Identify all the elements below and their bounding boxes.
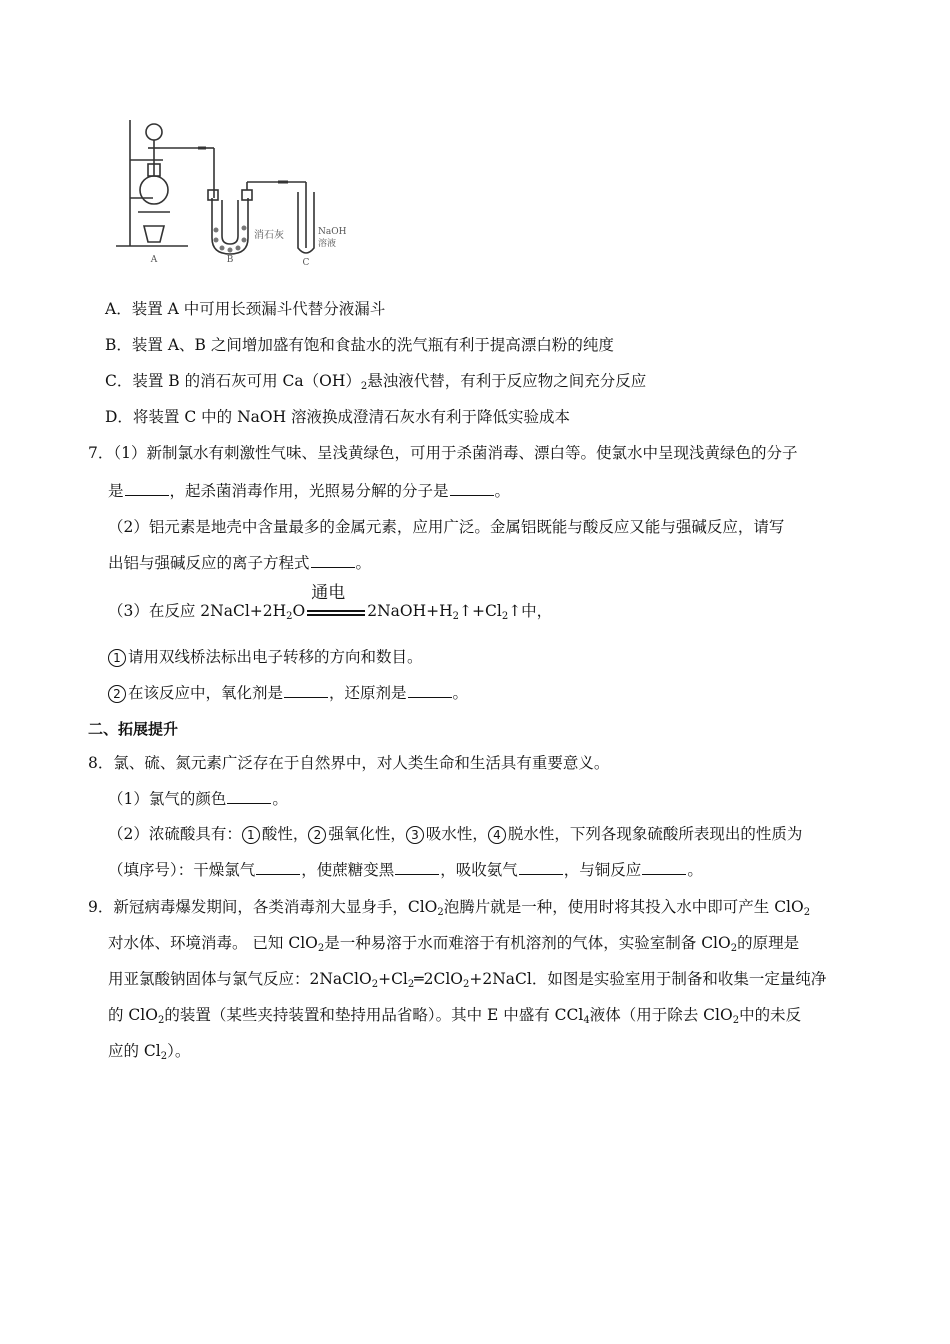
label-naoh: NaOH [318,227,347,237]
q6-option-d: D．将装置 C 中的 NaOH 溶液换成澄清石灰水有利于降低实验成本 [105,408,571,426]
equals-arrow: 通电 [305,602,367,622]
answer-blank[interactable] [256,860,300,875]
q8-line-2: （1）氯气的颜色 。 [108,790,288,808]
answer-blank[interactable] [519,860,563,875]
q9-line-1: 9．新冠病毒爆发期间，各类消毒剂大显身手，ClO$_2$泡腾片就是一种，使用时将其投入水中即可产生 ClO$_2$ [88,898,811,918]
q7-line-3: （2）铝元素是地壳中含量最多的金属元素，应用广泛。金属铝既能与酸反应又能与强碱反应，请写 [108,518,785,536]
answer-blank[interactable] [642,860,686,875]
section-title: 二、拓展提升 [88,720,179,738]
label-b: B [226,255,234,265]
answer-blank[interactable] [450,481,494,496]
q7-line-7: 2 在该反应中，氧化剂是 ，还原剂是 。 [108,682,468,704]
q7-line-2: 是 ，起杀菌消毒作用，光照易分解的分子是 。 [108,482,511,500]
q7-equation: （3）在反应 $2NaCl+2H_2O$ 通电 $2NaOH+H_2↑+Cl_2↑$中， [108,583,553,622]
label-a: A [150,255,158,265]
q9-line-4: 的 ClO$_2$的装置（某些夹持装置和垫持用品省略）。其中 E 中盛有 CCl$_4$液体（用于除去 ClO$_2$中的未反 [108,1006,802,1026]
answer-blank[interactable] [125,481,169,496]
answer-blank[interactable] [408,683,452,698]
answer-blank[interactable] [311,553,355,568]
q8-line-1: 8．氯、硫、氮元素广泛存在于自然界中，对人类生命和生活具有重要意义。 [88,754,610,772]
q9-line-3: 用亚氯酸钠固体与氯气反应：$2NaClO_2+Cl_2═2ClO_2+2NaCl$．如图是实验室用于制备和收集一定量纯净 [108,970,827,990]
apparatus-diagram [108,108,358,268]
q8-line-3: （2）浓硫酸具有： 1 酸性， 2 强氧化性， 3 吸水性， 4 脱水性，下列各现象硫酸所表现出的性质为 [108,825,803,843]
label-c: C [302,258,310,268]
q6-option-b: B．装置 A、B 之间增加盛有饱和食盐水的洗气瓶有利于提高漂白粉的纯度 [105,336,614,354]
label-stone: 消石灰 [254,230,284,241]
label-solution: 溶液 [318,239,337,249]
q7-line-4: 出铝与强碱反应的离子方程式 。 [108,554,372,572]
q6-option-c: C．装置 B 的消石灰可用 $Ca(OH)_2$悬浊液代替，有利于反应物之间充分反应 [105,372,647,392]
answer-blank[interactable] [284,683,328,698]
q7-line-6: 1 请用双线桥法标出电子转移的方向和数目。 [108,646,423,668]
answer-blank[interactable] [395,860,439,875]
q9-line-5: 应的 $Cl_2$）。 [108,1042,191,1062]
q8-line-4: （填序号）：干燥氯气 ，使蔗糖变黑 ，吸收氨气 ，与铜反应 。 [108,861,703,879]
q9-line-2: 对水体、环境消毒。 已知 ClO$_2$是一种易溶于水而难溶于有机溶剂的气体，实验室制备 ClO$_2$的原理是 [108,934,800,954]
q7-line-1: 7．（1）新制氯水有刺激性气味、呈浅黄绿色，可用于杀菌消毒、漂白等。使氯水中呈现浅黄绿色的分子 [88,444,798,462]
q6-option-a: A．装置 A 中可用长颈漏斗代替分液漏斗 [105,300,386,318]
answer-blank[interactable] [227,789,271,804]
